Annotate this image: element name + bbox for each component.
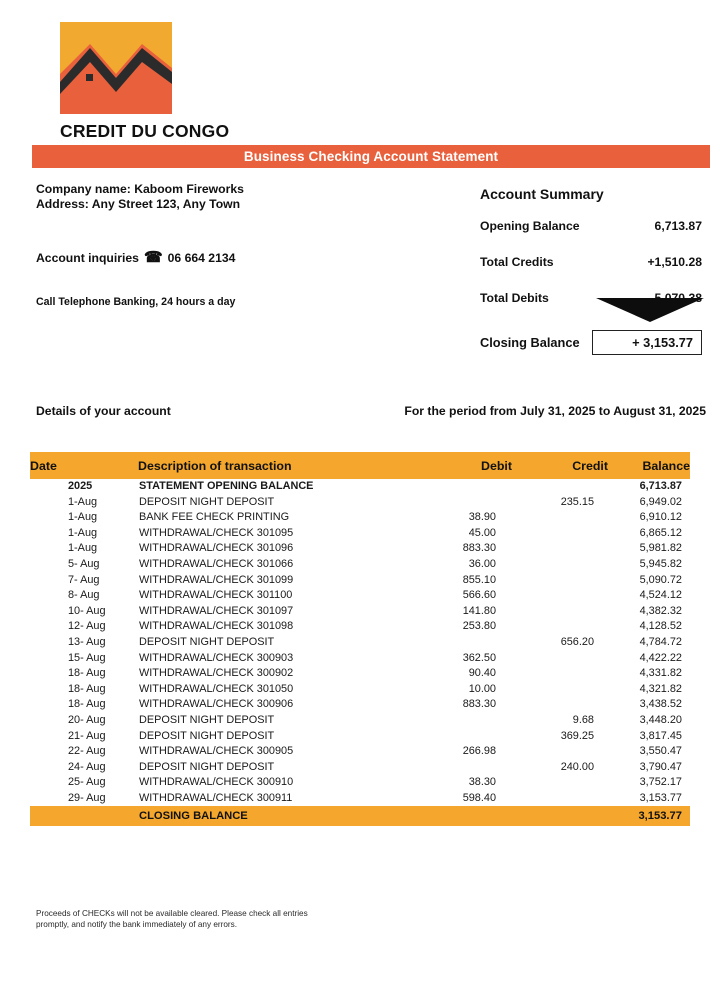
cell-description: WITHDRAWAL/CHECK 300905	[139, 745, 294, 758]
cell-date: 1-Aug	[68, 511, 98, 524]
brand-name: CREDIT DU CONGO	[60, 121, 230, 141]
cell-date: 1-Aug	[68, 495, 98, 508]
cell-debit: 855.10	[462, 573, 496, 586]
cell-credit	[512, 619, 608, 635]
cell-debit	[400, 760, 512, 776]
table-row	[30, 557, 690, 573]
cell-debit	[400, 495, 512, 511]
statement-period-label: For the period from July 31, 2025 to August 31, 2025	[404, 404, 706, 418]
cell-credit	[512, 775, 608, 791]
column-header-credit[interactable]: Credit	[512, 452, 608, 479]
total-debits-label: Total Debits	[480, 291, 549, 305]
cell-description: WITHDRAWAL/CHECK 301098	[139, 620, 294, 633]
closing-balance-label: Closing Balance	[480, 335, 580, 350]
cell-balance: 6,910.12	[639, 511, 682, 524]
cell-balance: 4,784.72	[639, 635, 682, 648]
cell-balance: 4,382.32	[639, 604, 682, 617]
table-row	[30, 713, 690, 729]
cell-balance: 5,090.72	[639, 573, 682, 586]
column-header-balance[interactable]: Balance	[608, 452, 690, 479]
cell-balance: 4,524.12	[639, 589, 682, 602]
cell-description: WITHDRAWAL/CHECK 301097	[139, 604, 294, 617]
cell-balance: 3,448.20	[639, 713, 682, 726]
cell-date: 18- Aug	[68, 682, 106, 695]
cell-date: 24- Aug	[68, 760, 106, 773]
cell-debit: 566.60	[462, 589, 496, 602]
cell-debit: 362.50	[462, 651, 496, 664]
bank-logo-block	[60, 22, 230, 142]
table-row	[30, 635, 690, 651]
cell-date: 1-Aug	[68, 542, 98, 555]
column-header-debit[interactable]: Debit	[400, 452, 512, 479]
cell-credit	[512, 666, 608, 682]
account-summary-title: Account Summary	[480, 186, 604, 202]
cell-balance: 6,713.87	[639, 480, 682, 492]
cell-date	[30, 806, 138, 826]
telephone-banking-note: Call Telephone Banking, 24 hours a day	[36, 296, 236, 308]
cell-credit	[512, 697, 608, 713]
cell-date: 2025	[68, 480, 93, 492]
closing-balance-summary	[480, 330, 702, 355]
cell-balance: 3,817.45	[639, 729, 682, 742]
cell-credit	[512, 557, 608, 573]
cell-credit: 656.20	[560, 635, 594, 648]
customer-info	[36, 182, 244, 212]
cell-description: WITHDRAWAL/CHECK 301096	[139, 542, 294, 555]
cell-debit: 38.30	[468, 776, 496, 789]
table-row	[30, 729, 690, 745]
column-header-date[interactable]: Date	[30, 452, 138, 479]
cell-description: DEPOSIT NIGHT DEPOSIT	[139, 713, 275, 726]
company-address-line: Address: Any Street 123, Any Town	[36, 197, 241, 211]
cell-description: CLOSING BALANCE	[138, 806, 400, 826]
cell-description: DEPOSIT NIGHT DEPOSIT	[139, 635, 275, 648]
cell-date: 29- Aug	[68, 791, 106, 804]
cell-balance: 3,550.47	[639, 745, 682, 758]
table-row	[30, 541, 690, 557]
table-row	[30, 604, 690, 620]
cell-balance: 4,422.22	[639, 651, 682, 664]
opening-balance-label: Opening Balance	[480, 219, 580, 233]
cell-description: WITHDRAWAL/CHECK 301100	[139, 589, 293, 602]
cell-credit	[512, 651, 608, 667]
cell-date: 15- Aug	[68, 651, 106, 664]
cell-balance: 3,438.52	[639, 698, 682, 711]
cell-credit	[512, 541, 608, 557]
cell-debit	[400, 806, 512, 826]
table-row	[30, 666, 690, 682]
cell-description: WITHDRAWAL/CHECK 301099	[139, 573, 294, 586]
cell-credit	[512, 573, 608, 589]
cell-debit	[400, 729, 512, 745]
summary-row-total-credits	[480, 255, 702, 269]
table-row-closing-balance	[30, 806, 690, 826]
cell-description: WITHDRAWAL/CHECK 300911	[139, 791, 293, 804]
cell-description: WITHDRAWAL/CHECK 301066	[139, 557, 294, 570]
total-credits-value: +1,510.28	[647, 255, 702, 269]
account-inquiries	[36, 250, 235, 265]
cell-date: 7- Aug	[68, 573, 100, 586]
cell-date: 10- Aug	[68, 604, 106, 617]
cell-description: WITHDRAWAL/CHECK 301050	[139, 682, 294, 695]
cell-date: 21- Aug	[68, 729, 106, 742]
table-row	[30, 775, 690, 791]
cell-credit	[512, 526, 608, 542]
table-row	[30, 526, 690, 542]
cell-credit	[512, 682, 608, 698]
table-row	[30, 619, 690, 635]
cell-description: BANK FEE CHECK PRINTING	[139, 511, 290, 524]
cell-debit: 883.30	[462, 698, 496, 711]
cell-date: 18- Aug	[68, 667, 106, 680]
table-row	[30, 791, 690, 807]
cell-description: DEPOSIT NIGHT DEPOSIT	[139, 760, 275, 773]
transactions-table-footer	[30, 806, 690, 826]
cell-debit: 38.90	[468, 511, 496, 524]
transactions-table-body	[30, 479, 690, 806]
cell-balance: 3,153.77	[639, 791, 682, 804]
cell-balance: 5,981.82	[639, 542, 682, 555]
cell-credit	[512, 588, 608, 604]
cell-date: 18- Aug	[68, 698, 106, 711]
opening-balance-value: 6,713.87	[654, 219, 702, 233]
cell-balance: 6,949.02	[639, 495, 682, 508]
cell-balance: 3,153.77	[608, 806, 690, 826]
footer-disclaimer: Proceeds of CHECKs will not be available cleared. Please check all entries promptly, and notify the bank immediately of any errors.	[36, 909, 308, 929]
down-arrow-icon	[596, 298, 704, 322]
cell-credit	[512, 510, 608, 526]
cell-date: 12- Aug	[68, 620, 106, 633]
table-row	[30, 573, 690, 589]
cell-description: WITHDRAWAL/CHECK 300906	[139, 698, 294, 711]
cell-date: 13- Aug	[68, 635, 106, 648]
cell-credit: 9.68	[572, 713, 594, 726]
cell-date: 1-Aug	[68, 526, 98, 539]
cell-balance: 4,128.52	[639, 620, 682, 633]
cell-credit	[512, 744, 608, 760]
cell-credit: 235.15	[560, 495, 594, 508]
cell-balance: 5,945.82	[639, 557, 682, 570]
table-row	[30, 697, 690, 713]
cell-description: DEPOSIT NIGHT DEPOSIT	[139, 495, 275, 508]
cell-date: 8- Aug	[68, 589, 100, 602]
cell-debit: 36.00	[468, 557, 496, 570]
closing-balance-value: + 3,153.77	[592, 330, 702, 355]
cell-description: WITHDRAWAL/CHECK 301095	[139, 526, 294, 539]
cell-description: DEPOSIT NIGHT DEPOSIT	[139, 729, 275, 742]
details-of-account-label: Details of your account	[36, 404, 171, 418]
cell-debit: 266.98	[462, 745, 496, 758]
cell-description: WITHDRAWAL/CHECK 300902	[139, 667, 294, 680]
table-row	[30, 651, 690, 667]
table-row-opening	[30, 479, 690, 495]
table-header-row	[30, 452, 690, 479]
cell-date: 22- Aug	[68, 745, 106, 758]
cell-debit	[400, 713, 512, 729]
statement-title-text: Business Checking Account Statement	[243, 149, 499, 164]
statement-title-bar	[32, 145, 710, 168]
cell-debit: 598.40	[462, 791, 496, 804]
table-row	[30, 510, 690, 526]
telephone-icon: ☎	[143, 249, 163, 266]
table-row	[30, 495, 690, 511]
cell-balance: 4,331.82	[639, 667, 682, 680]
bank-logo-icon	[60, 22, 172, 114]
cell-date: 5- Aug	[68, 557, 100, 570]
cell-debit: 883.30	[462, 542, 496, 555]
summary-row-opening-balance	[480, 219, 702, 233]
cell-balance: 3,790.47	[639, 760, 682, 773]
column-header-description[interactable]: Description of transaction	[138, 452, 400, 479]
cell-date: 25- Aug	[68, 776, 106, 789]
cell-debit: 90.40	[468, 667, 496, 680]
cell-debit: 141.80	[462, 604, 496, 617]
transactions-table	[30, 452, 690, 826]
cell-date: 20- Aug	[68, 713, 106, 726]
table-row	[30, 682, 690, 698]
cell-debit: 10.00	[468, 682, 496, 695]
transactions-table-header	[30, 452, 690, 479]
table-row	[30, 744, 690, 760]
cell-balance: 6,865.12	[639, 526, 682, 539]
cell-description: STATEMENT OPENING BALANCE	[139, 480, 314, 492]
cell-credit	[512, 791, 608, 807]
cell-description: WITHDRAWAL/CHECK 300903	[139, 651, 294, 664]
cell-credit	[512, 806, 608, 826]
cell-credit: 240.00	[560, 760, 594, 773]
total-credits-label: Total Credits	[480, 255, 554, 269]
cell-debit	[400, 479, 512, 495]
table-row	[30, 588, 690, 604]
account-inquiries-label: Account inquiries	[36, 250, 139, 265]
company-name-line: Company name: Kaboom Fireworks	[36, 182, 244, 196]
cell-debit: 45.00	[468, 526, 496, 539]
cell-description: WITHDRAWAL/CHECK 300910	[139, 776, 294, 789]
cell-balance: 4,321.82	[639, 682, 682, 695]
cell-credit	[512, 604, 608, 620]
cell-credit	[512, 479, 608, 495]
cell-debit: 253.80	[462, 620, 496, 633]
cell-credit: 369.25	[560, 729, 594, 742]
cell-debit	[400, 635, 512, 651]
inquiries-phone-number: 06 664 2134	[167, 250, 236, 265]
cell-balance: 3,752.17	[639, 776, 682, 789]
table-row	[30, 760, 690, 776]
